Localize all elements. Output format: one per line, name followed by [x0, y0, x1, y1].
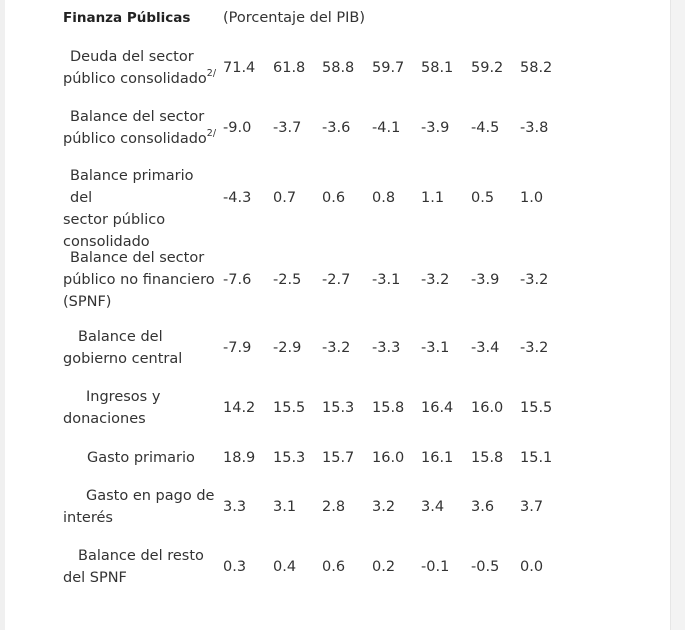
- table-cell: -3.2: [322, 340, 351, 356]
- table-cell: -3.1: [372, 272, 401, 288]
- row-label-line: [60, 326, 218, 348]
- table-row: [0, 386, 671, 430]
- table-cell: -7.6: [223, 272, 252, 288]
- row-label-text: del SPNF: [63, 570, 127, 586]
- row-label: [60, 247, 218, 313]
- row-label-line: [60, 269, 218, 291]
- table-row: [0, 447, 671, 469]
- table-cell: -9.0: [223, 120, 252, 136]
- table-cell: -3.9: [421, 120, 450, 136]
- row-label-line: [60, 567, 218, 589]
- table-cell: 1.1: [421, 190, 445, 206]
- table-cell: -4.5: [471, 120, 500, 136]
- table-cell: 3.7: [520, 499, 544, 515]
- footnote-marker: 2/: [206, 128, 217, 140]
- table-cell: 14.2: [223, 400, 256, 416]
- row-label-text: Balance del sector: [70, 109, 205, 125]
- table-cell: -3.3: [372, 340, 401, 356]
- table-cell: 16.4: [421, 400, 454, 416]
- table-cell: -3.2: [421, 272, 450, 288]
- row-label: [60, 326, 218, 370]
- table-cell: -2.9: [273, 340, 302, 356]
- scrollbar[interactable]: [670, 0, 685, 630]
- row-label-text: público no financiero: [63, 272, 215, 288]
- table-cell: 15.3: [322, 400, 355, 416]
- table-cell: 61.8: [273, 60, 306, 76]
- row-label-line: [60, 291, 218, 313]
- table-cell: 16.0: [372, 450, 405, 466]
- table-cell: -3.2: [520, 272, 549, 288]
- table-title: Finanza Públicas: [63, 10, 191, 26]
- row-label-text: (SPNF): [63, 294, 112, 310]
- row-label-line: [60, 507, 218, 529]
- row-label-line: [60, 209, 218, 231]
- table-cell: 3.3: [223, 499, 247, 515]
- table-cell: -3.6: [322, 120, 351, 136]
- table-cell: 71.4: [223, 60, 256, 76]
- table-cell: -2.7: [322, 272, 351, 288]
- row-label: [60, 106, 218, 150]
- table-cell: 0.3: [223, 559, 247, 575]
- table-cell: 15.8: [372, 400, 405, 416]
- row-label-text: Balance del sector: [70, 250, 205, 266]
- table-cell: 0.5: [471, 190, 495, 206]
- table-cell: 59.7: [372, 60, 405, 76]
- row-label-line: [60, 386, 218, 408]
- row-label-text: interés: [63, 510, 113, 526]
- table-cell: -2.5: [273, 272, 302, 288]
- table-cell: 0.8: [372, 190, 396, 206]
- table-cell: 15.1: [520, 450, 553, 466]
- table-cell: 15.5: [273, 400, 306, 416]
- table-cell: 15.5: [520, 400, 553, 416]
- table-row: [0, 106, 671, 150]
- row-label-text: sector público: [63, 212, 166, 228]
- table-cell: 0.6: [322, 190, 346, 206]
- table-cell: 3.2: [372, 499, 396, 515]
- row-label-text: Ingresos y: [86, 389, 161, 405]
- table-cell: 16.0: [471, 400, 504, 416]
- row-label: [60, 386, 218, 430]
- row-label-text: Balance primario del: [70, 168, 194, 206]
- table-cell: 0.4: [273, 559, 297, 575]
- table-row: [0, 46, 671, 90]
- table-cell: 0.7: [273, 190, 297, 206]
- table-cell: 58.2: [520, 60, 553, 76]
- table-subtitle: (Porcentaje del PIB): [223, 10, 365, 26]
- row-label-line: [60, 128, 218, 150]
- table-cell: -4.3: [223, 190, 252, 206]
- table-cell: -3.8: [520, 120, 549, 136]
- row-label-text: Deuda del sector: [70, 49, 194, 65]
- row-label-line: [60, 447, 218, 469]
- row-label: [60, 46, 218, 90]
- table-cell: 18.9: [223, 450, 256, 466]
- table-cell: 0.6: [322, 559, 346, 575]
- table-row: [0, 326, 671, 370]
- table-cell: 58.8: [322, 60, 355, 76]
- table-cell: -3.9: [471, 272, 500, 288]
- table-cell: 15.8: [471, 450, 504, 466]
- table-cell: 1.0: [520, 190, 544, 206]
- row-label-text: consolidado: [63, 234, 150, 250]
- table-cell: -3.7: [273, 120, 302, 136]
- row-label: [60, 165, 218, 253]
- table-cell: -3.4: [471, 340, 500, 356]
- table-row: [0, 545, 671, 589]
- row-label-line: [60, 408, 218, 430]
- table-cell: -3.1: [421, 340, 450, 356]
- row-label-text: público consolidado: [63, 131, 207, 147]
- table-cell: -7.9: [223, 340, 252, 356]
- table-cell: 58.1: [421, 60, 454, 76]
- row-label-text: gobierno central: [63, 351, 183, 367]
- row-label-text: Balance del: [78, 329, 163, 345]
- row-label-line: [60, 165, 218, 209]
- row-label-text: Gasto en pago de: [86, 488, 215, 504]
- row-label: [60, 545, 218, 589]
- footnote-marker: 2/: [206, 68, 217, 80]
- table-cell: 0.2: [372, 559, 396, 575]
- table-cell: 15.3: [273, 450, 306, 466]
- table-cell: -0.5: [471, 559, 500, 575]
- row-label-line: [60, 106, 218, 128]
- row-label-line: [60, 348, 218, 370]
- row-label: [60, 447, 218, 469]
- row-label-line: [60, 545, 218, 567]
- table-cell: -4.1: [372, 120, 401, 136]
- table-cell: 3.6: [471, 499, 495, 515]
- table-row: [0, 247, 671, 313]
- row-label: [60, 485, 218, 529]
- row-label-line: [60, 68, 218, 90]
- row-label-text: donaciones: [63, 411, 146, 427]
- table-row: [0, 165, 671, 250]
- row-label-text: público consolidado: [63, 71, 207, 87]
- row-label-text: Gasto primario: [87, 450, 195, 466]
- table-cell: -3.2: [520, 340, 549, 356]
- table-row: [0, 485, 671, 529]
- table-cell: 2.8: [322, 499, 346, 515]
- row-label-text: Balance del resto: [78, 548, 204, 564]
- table-cell: -0.1: [421, 559, 450, 575]
- row-label-line: [60, 247, 218, 269]
- table-cell: 59.2: [471, 60, 504, 76]
- table-cell: 3.4: [421, 499, 445, 515]
- table-cell: 15.7: [322, 450, 355, 466]
- row-label-line: [60, 485, 218, 507]
- row-label-line: [60, 46, 218, 68]
- table-cell: 16.1: [421, 450, 454, 466]
- table-cell: 3.1: [273, 499, 297, 515]
- table-cell: 0.0: [520, 559, 544, 575]
